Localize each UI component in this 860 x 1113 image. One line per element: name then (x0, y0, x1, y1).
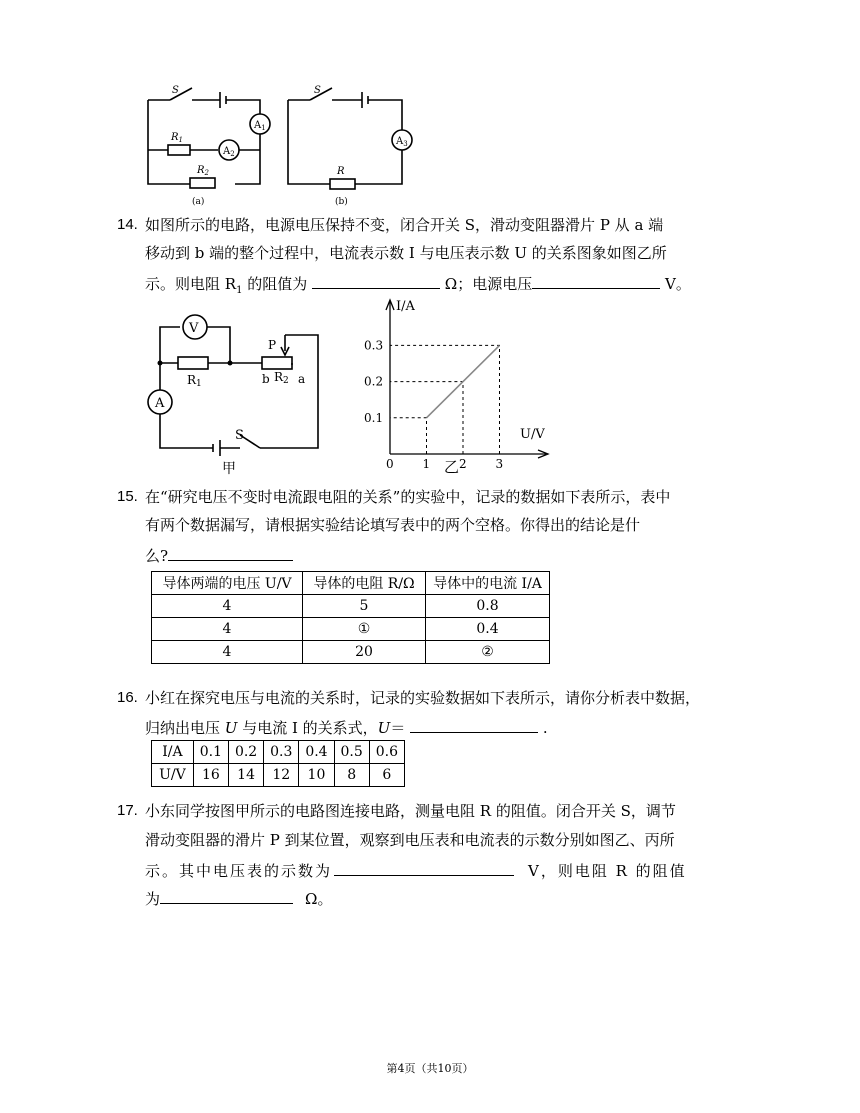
svg-text:A3: $A_3$ (396, 136, 408, 148)
y-tick-label: 0.1 (364, 410, 384, 425)
q14-line3: 示。则电阻 $R_1$ 的阻值为 Ω；电源电压 V。 (145, 272, 691, 301)
q15-line2: 有两个数据漏写，请根据实验结论填写表中的两个空格。你得出的结论是什 (145, 516, 641, 534)
x-axis-label: U/V (520, 427, 545, 442)
svg-text:A: A (155, 396, 165, 411)
q15-number: 15. (117, 488, 138, 505)
svg-text:甲: 甲 (222, 461, 236, 477)
svg-text:(a): (a) (192, 197, 205, 207)
svg-text:R: R (337, 166, 345, 177)
y-tick-label: 0.2 (364, 374, 384, 389)
y-axis-label: I/A (396, 299, 415, 314)
table-header-row (152, 572, 550, 595)
q14-circuit-jia (140, 305, 330, 480)
table-header: 导体两端的电压 U/V (152, 572, 303, 595)
q17-answer-blank-2[interactable] (160, 887, 293, 904)
guide-line (390, 418, 427, 454)
table-row: I/A 0.1 0.2 0.3 0.4 0.5 0.6 (152, 741, 405, 764)
x-tick-label: 2 (459, 457, 467, 471)
q15-table (151, 571, 550, 664)
q15-answer-blank[interactable] (168, 544, 293, 561)
q15-line1: 在“研究电压不变时电流跟电阻的关系”的实验中，记录的数据如下表所示，表中 (145, 488, 671, 506)
svg-text:A2: $A_2$ (223, 146, 235, 158)
q15-line3: 么? (145, 544, 293, 566)
q17-line3: 示。其中电压表的示数为 V，则电阻 R 的阻值 (145, 859, 687, 881)
q14-chart-yi (360, 296, 560, 476)
q17-line2: 滑动变阻器的滑片 P 到某位置，观察到电压表和电流表的示数分别如图乙、丙所 (145, 831, 675, 849)
q14-number: 14. (117, 216, 138, 233)
x-tick-label: 0 (386, 457, 394, 471)
x-tick-label: 1 (422, 457, 431, 471)
q17-number: 17. (117, 802, 138, 819)
q14-answer-blank-2[interactable] (532, 272, 660, 289)
page-footer: 第4页（共10页） (386, 1062, 474, 1075)
switch-label: S (172, 85, 179, 96)
q14-line1: 如图所示的电路，电源电压保持不变，闭合开关 S，滑动变阻器滑片 P 从 a 端 (145, 216, 664, 234)
svg-text:R2: $R_2$ (197, 165, 209, 177)
svg-text:b: b (262, 372, 270, 386)
q14-answer-blank-1[interactable] (312, 272, 440, 289)
circuit-figure-b (280, 80, 415, 210)
circuit-figure-a (140, 80, 280, 210)
q17-line4: 为 Ω。 (145, 887, 332, 909)
y-tick-label: 0.3 (364, 338, 384, 353)
svg-text:S: S (235, 428, 244, 443)
table-row: U/V 16 14 12 10 8 6 (152, 764, 405, 787)
svg-text:A1: $A_1$ (254, 120, 266, 132)
q16-line1: 小红在探究电压与电流的关系时，记录的实验数据如下表所示，请你分析表中数据， (145, 689, 701, 707)
x-tick-label: 3 (495, 457, 504, 471)
q17-line1: 小东同学按图甲所示的电路图连接电路，测量电阻 R 的阻值。闭合开关 S，调节 (145, 802, 676, 820)
table-header: 导体中的电流 I/A (426, 572, 550, 595)
svg-text:乙: 乙 (444, 458, 460, 476)
q17-answer-blank-1[interactable] (334, 859, 514, 876)
q16-number: 16. (117, 689, 138, 706)
table-row: 4 5 0.8 (152, 595, 550, 618)
svg-text:R1: $R_1$ (171, 132, 183, 144)
svg-text:S: S (314, 85, 321, 96)
svg-text:(b): (b) (335, 197, 348, 207)
q14-line2: 移动到 b 端的整个过程中，电流表示数 I 与电压表示数 U 的关系图象如图乙所 (145, 244, 667, 262)
svg-text:V: V (189, 321, 199, 336)
svg-text:R2: R2 (274, 370, 289, 386)
svg-text:R1: R1 (187, 373, 202, 389)
table-row: 4 20 ② (152, 641, 550, 664)
q16-answer-blank[interactable] (410, 716, 538, 733)
table-row: 4 ① 0.4 (152, 618, 550, 641)
svg-text:a: a (298, 372, 306, 386)
q16-line2: 归纳出电压 U 与电流 I 的关系式，U＝ . (145, 716, 548, 738)
svg-text:P: P (268, 338, 277, 352)
table-header: 导体的电阻 R/Ω (303, 572, 426, 595)
q16-table (151, 740, 405, 787)
